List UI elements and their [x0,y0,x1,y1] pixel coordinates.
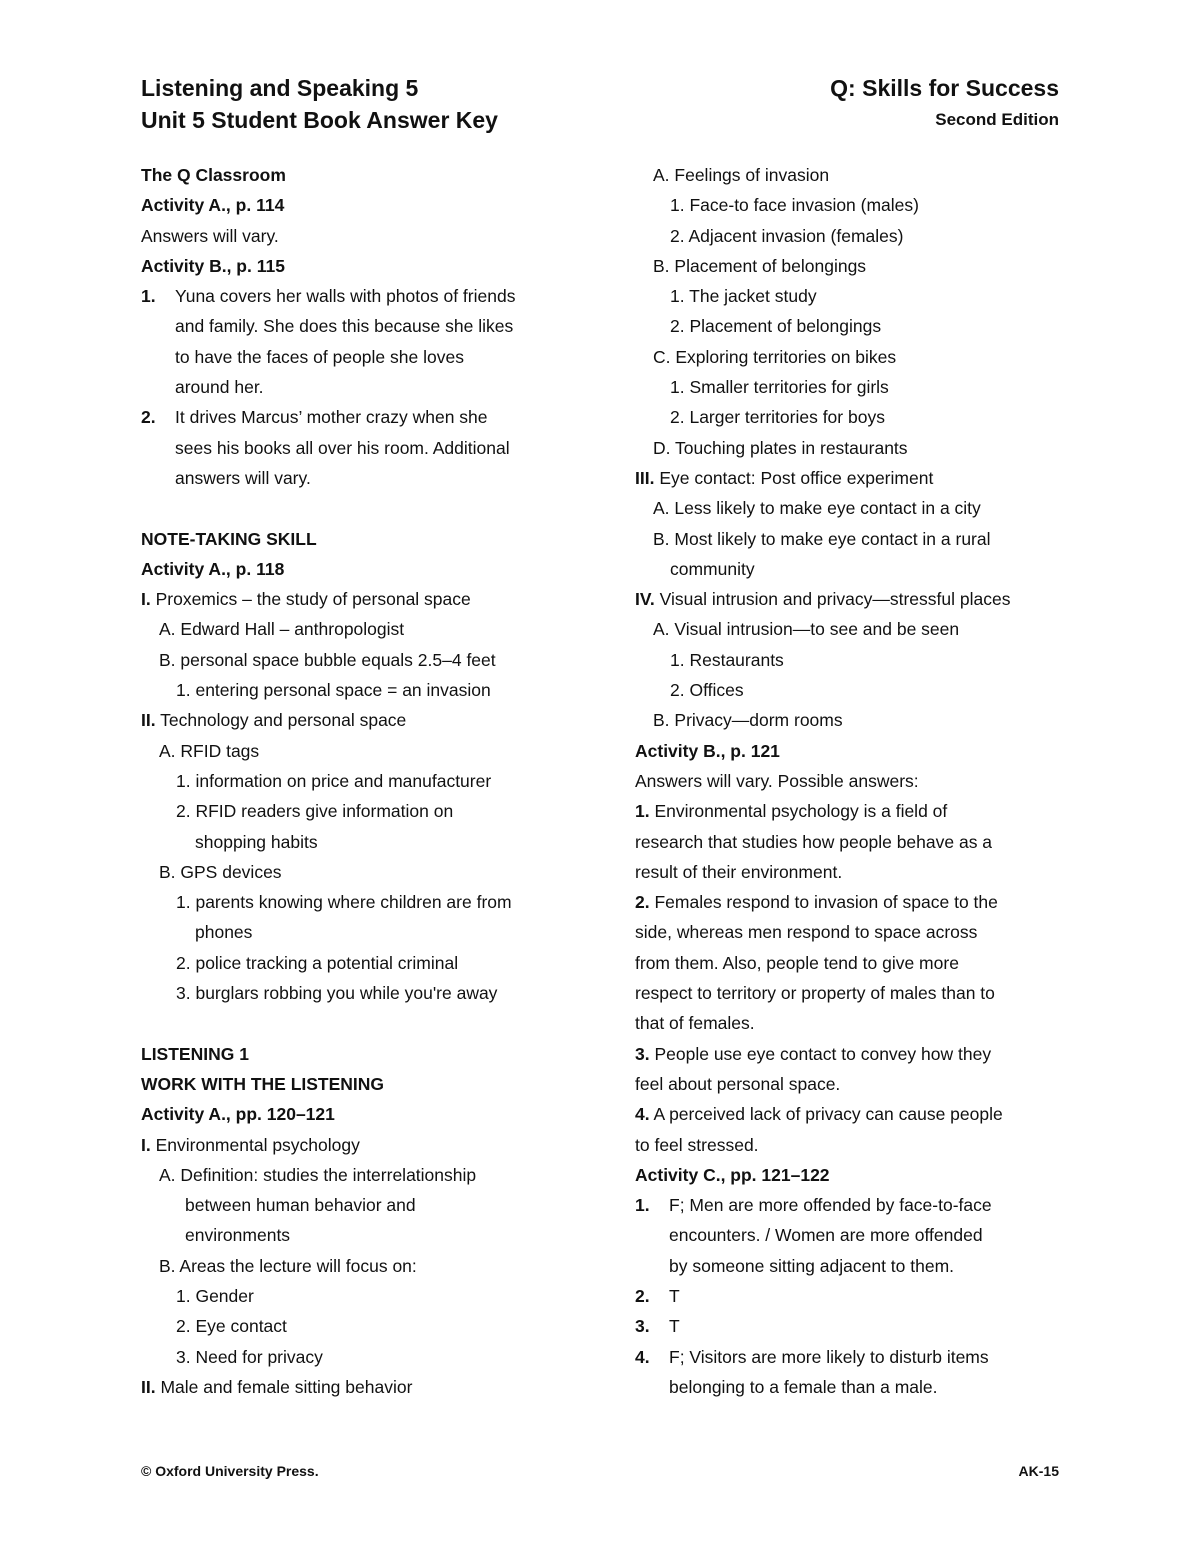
answer-item [635,1099,1065,1129]
item-number: 2. [635,1285,650,1306]
outline-item: 1. Smaller territories for girls [670,377,889,398]
outline-text: Male and female sitting behavior [155,1376,413,1397]
activity-heading: Activity C., pp. 121–122 [635,1164,830,1185]
item-number: 3. [635,1316,650,1337]
outline-item: 2. Placement of belongings [670,316,882,337]
outline-item [141,1372,581,1402]
section-heading: LISTENING 1 [141,1043,249,1064]
outline-item: shopping habits [195,831,318,852]
outline-item: 2. Eye contact [176,1316,287,1337]
activity-heading: Activity B., p. 121 [635,740,780,761]
answer-item [635,796,1065,826]
answer-text: T [669,1285,680,1306]
outline-item: 2. police tracking a potential criminal [176,952,459,973]
answer-text: to feel stressed. [635,1134,759,1155]
activity-heading: Activity B., p. 115 [141,255,285,276]
outline-text: Technology and personal space [155,710,407,731]
answer-item [635,1311,1065,1341]
outline-item: 1. Face-to face invasion (males) [670,195,919,216]
answer-text: around her. [175,377,264,398]
outline-item: between human behavior and [185,1195,416,1216]
section-heading: WORK WITH THE LISTENING [141,1073,385,1094]
outline-item [141,1130,581,1160]
outline-item: A. RFID tags [159,740,260,761]
outline-item: B. Placement of belongings [653,255,867,276]
outline-item: C. Exploring territories on bikes [653,346,897,367]
outline-text: Proxemics – the study of personal space [150,589,471,610]
roman-numeral: II. [141,1376,156,1397]
answer-text: People use eye contact to convey how they [649,1043,992,1064]
roman-numeral: IV. [635,589,655,610]
answer-text: encounters. / Women are more offended [669,1225,983,1246]
answer-text: F; Visitors are more likely to disturb items [669,1346,989,1367]
outline-item: environments [185,1225,291,1246]
outline-item [635,584,1065,614]
roman-numeral: II. [141,710,156,731]
outline-item: D. Touching plates in restaurants [653,437,908,458]
item-number: 1. [141,286,156,307]
answer-text: feel about personal space. [635,1073,841,1094]
answer-text: respect to territory or property of males than to [635,983,995,1004]
outline-item: A. Feelings of invasion [653,165,830,185]
outline-item: 1. The jacket study [670,286,817,307]
answer-text: result of their environment. [635,861,843,882]
outline-item: 2. Offices [670,680,744,701]
outline-item: B. GPS devices [159,861,282,882]
outline-item [141,705,581,735]
answer-text: Answers will vary. Possible answers: [635,770,919,791]
roman-numeral: III. [635,467,655,488]
section-heading: NOTE-TAKING SKILL [141,528,317,549]
outline-item: 3. burglars robbing you while you're away [176,983,498,1004]
activity-heading: Activity A., pp. 120–121 [141,1104,335,1125]
answer-text: It drives Marcus’ mother crazy when she [175,407,488,428]
answer-text: Environmental psychology is a field of [649,801,948,822]
book-title: Listening and Speaking 5 [141,75,419,101]
answer-text: that of females. [635,1013,755,1034]
edition-label: Second Edition [935,110,1059,129]
outline-item: A. Definition: studies the interrelationship [159,1164,477,1185]
outline-item: A. Visual intrusion—to see and be seen [653,619,960,640]
outline-item: A. Less likely to make eye contact in a city [653,498,981,519]
answer-text: Answers will vary. [141,225,279,246]
outline-item: 2. Larger territories for boys [670,407,885,428]
item-number: 4. [635,1346,650,1367]
answer-text: Females respond to invasion of space to the [649,892,998,913]
item-number: 1. [635,1195,650,1216]
copyright-notice: © Oxford University Press. [141,1463,319,1479]
answer-text: F; Men are more offended by face-to-face [669,1195,992,1216]
answer-text: side, whereas men respond to space across [635,922,978,943]
outline-item: A. Edward Hall – anthropologist [159,619,405,640]
answer-item [635,1039,1065,1069]
outline-item: 3. Need for privacy [176,1346,323,1367]
left-column [141,160,581,1402]
answer-text: T [669,1316,680,1337]
series-title: Q: Skills for Success [830,75,1059,101]
outline-text: Visual intrusion and privacy—stressful places [654,589,1011,610]
document-title: Unit 5 Student Book Answer Key [141,107,498,133]
answer-text: and family. She does this because she likes [175,316,514,337]
answer-text: answers will vary. [175,467,311,488]
activity-heading: Activity A., p. 118 [141,558,285,579]
section-heading: The Q Classroom [141,165,286,185]
answer-text: by someone sitting adjacent to them. [669,1255,955,1276]
activity-heading: Activity A., p. 114 [141,195,285,216]
item-number: 3. [635,1043,650,1064]
outline-item: B. Most likely to make eye contact in a rural [653,528,991,549]
outline-item: B. personal space bubble equals 2.5–4 feet [159,649,496,670]
outline-item: B. Areas the lecture will focus on: [159,1255,417,1276]
answer-text: research that studies how people behave as a [635,831,993,852]
answer-text: Yuna covers her walls with photos of friends [175,286,516,307]
page-header-left [141,72,498,136]
outline-item: community [670,558,755,579]
page-header-right [830,72,1059,136]
answer-item [635,887,1065,917]
outline-item: B. Privacy—dorm rooms [653,710,843,731]
outline-text: Environmental psychology [150,1134,360,1155]
answer-text: sees his books all over his room. Additional [175,437,510,458]
item-number: 2. [141,407,156,428]
answer-item [141,402,581,432]
outline-item: 1. Gender [176,1285,254,1306]
outline-item: 2. Adjacent invasion (females) [670,225,904,246]
item-number: 1. [635,801,650,822]
roman-numeral: I. [141,1134,151,1155]
outline-item: 1. entering personal space = an invasion [176,680,491,701]
outline-item: 1. Restaurants [670,649,784,670]
outline-item [635,463,1065,493]
answer-text: to have the faces of people she loves [175,346,464,367]
answer-text: A perceived lack of privacy can cause people [649,1104,1003,1125]
item-number: 2. [635,892,650,913]
outline-item [141,584,581,614]
answer-item [141,281,581,311]
outline-item: 1. parents knowing where children are from [176,892,512,913]
answer-item [635,1281,1065,1311]
item-number: 4. [635,1104,650,1125]
answer-text: from them. Also, people tend to give more [635,952,959,973]
page-number: AK-15 [1018,1463,1059,1479]
outline-item: 2. RFID readers give information on [176,801,454,822]
right-column [635,160,1065,1402]
answer-item [635,1190,1065,1220]
outline-text: Eye contact: Post office experiment [654,467,934,488]
answer-item [635,1342,1065,1372]
roman-numeral: I. [141,589,151,610]
outline-item: 1. information on price and manufacturer [176,770,492,791]
outline-item: phones [195,922,253,943]
answer-text: belonging to a female than a male. [669,1376,938,1397]
